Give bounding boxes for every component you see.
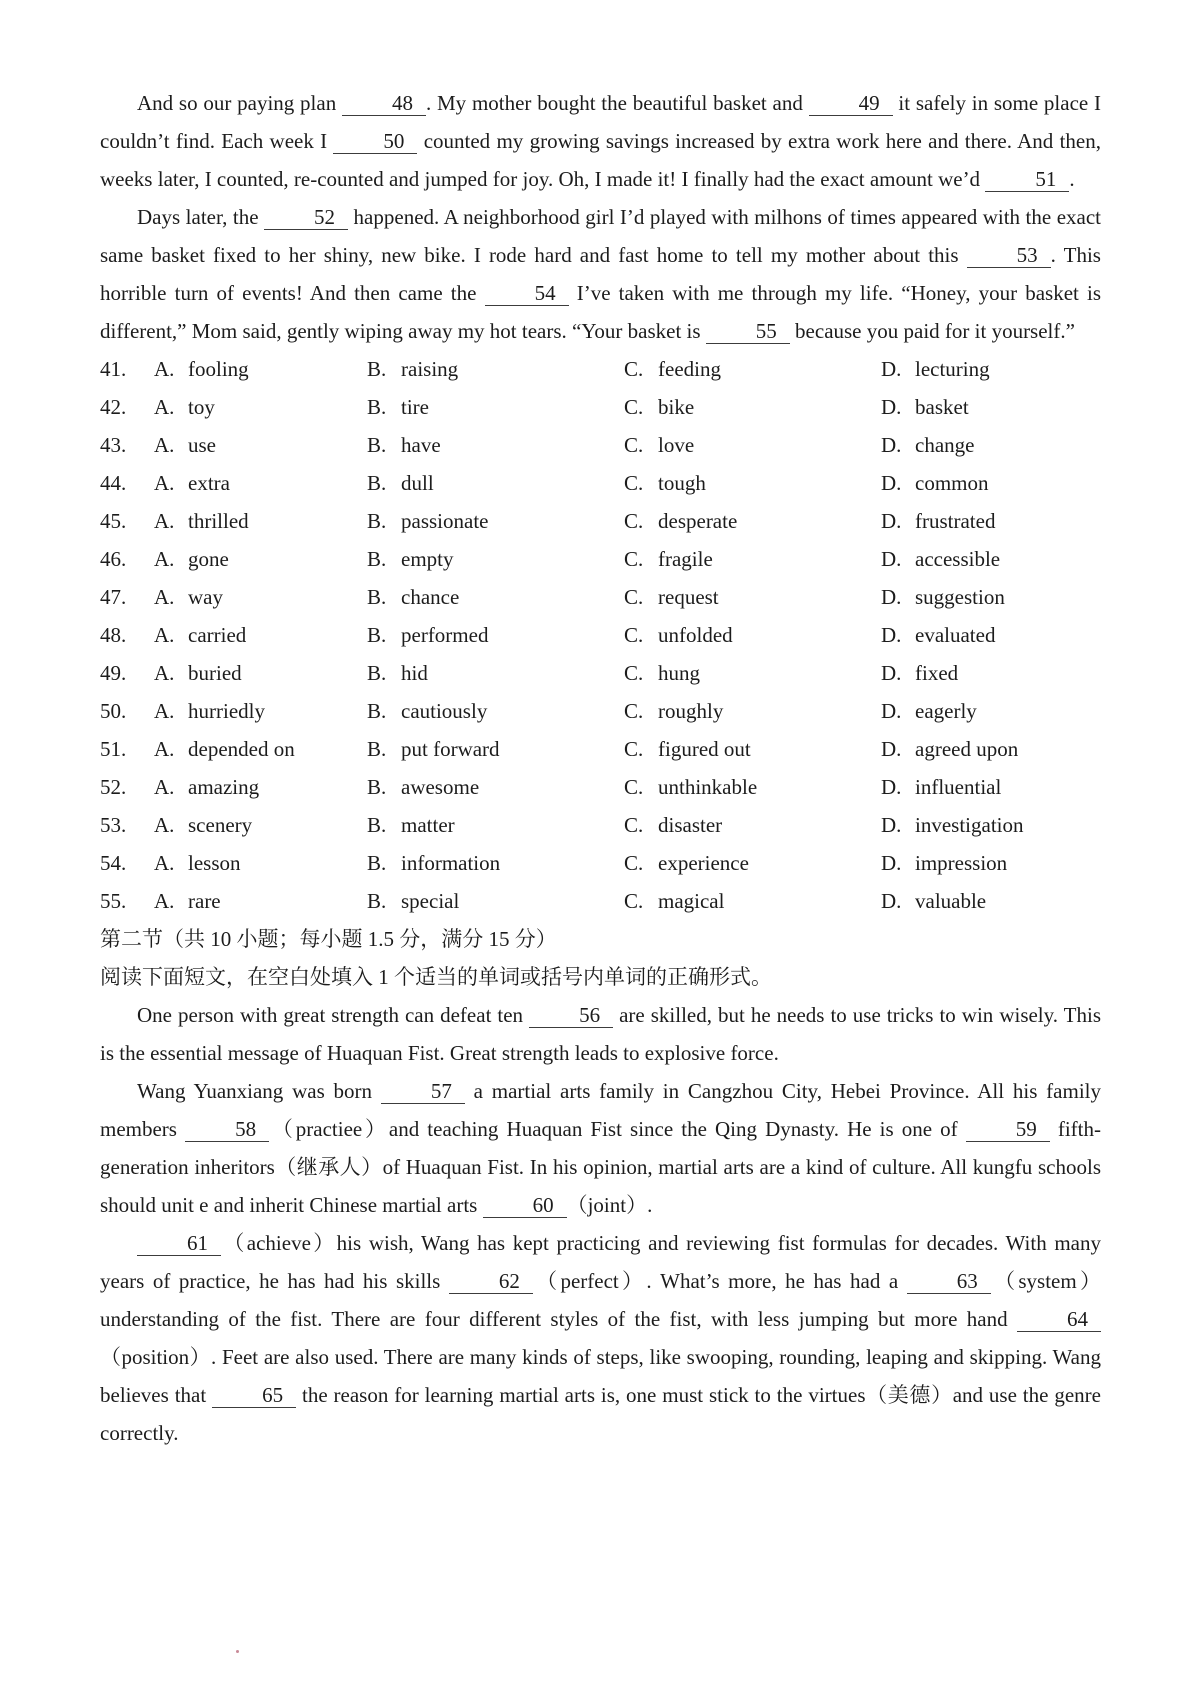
option-text: tire [401,395,429,419]
mcq-option-cell [100,730,367,768]
scan-artifact-dot [236,1650,239,1653]
option-text: fragile [658,547,713,571]
gapfill-passage [100,996,1101,1452]
answer-blank-53: 53 [967,244,1051,268]
option-label: C. [624,471,644,495]
option-text: lesson [188,851,241,875]
option-text: experience [658,851,749,875]
question-number: 46. [100,547,127,571]
option-text: passionate [401,509,489,533]
option-text: amazing [188,775,260,799]
answer-blank-64: 64 [1017,1308,1101,1332]
mcq-option-cell [624,464,881,502]
mcq-option-cell [367,616,624,654]
mcq-option-cell [624,502,881,540]
option-text: carried [188,623,247,647]
mcq-option-cell [881,730,1101,768]
mcq-question-row [100,464,1101,502]
mcq-option-cell [624,388,881,426]
section2-heading: 第二节（共 10 小题；每小题 1.5 分，满分 15 分） [100,927,557,951]
option-text: impression [915,851,1008,875]
passage-paragraph: And so our paying plan 48 . My mother bought the beautiful basket and 49 it safely in some place I couldn’t find. Each week I 50 counted my growing savings increased by extra work here and there. And then, weeks later, I counted, re-counted and jumped for joy. Oh, I made it! I finally had the exact amount we’d 51 . [100,91,1101,191]
mcq-question-row [100,768,1101,806]
option-label: C. [624,661,644,685]
option-label: B. [367,661,387,685]
option-label: C. [624,813,644,837]
answer-blank-56: 56 [529,1004,613,1028]
option-label: A. [154,889,175,913]
option-label: A. [154,509,175,533]
mcq-option-cell [367,540,624,578]
option-text: have [401,433,441,457]
mcq-option-cell [367,350,624,388]
option-label: A. [154,357,175,381]
option-label: D. [881,813,902,837]
option-text: bike [658,395,695,419]
option-text: buried [188,661,242,685]
option-label: A. [154,433,175,457]
question-number: 51. [100,737,127,761]
option-label: D. [881,623,902,647]
option-text: matter [401,813,455,837]
question-number: 42. [100,395,127,419]
option-label: B. [367,357,387,381]
mcq-question-row [100,692,1101,730]
option-label: D. [881,509,902,533]
question-number: 54. [100,851,127,875]
option-text: information [401,851,501,875]
option-text: lecturing [915,357,990,381]
option-text: dull [401,471,434,495]
option-label: D. [881,547,902,571]
mcq-option-cell [881,578,1101,616]
mcq-option-cell [100,350,367,388]
option-label: B. [367,851,387,875]
mcq-option-cell [100,844,367,882]
option-text: depended on [188,737,295,761]
option-label: D. [881,737,902,761]
option-text: change [915,433,975,457]
question-number: 50. [100,699,127,723]
mcq-option-cell [624,730,881,768]
option-text: valuable [915,889,987,913]
mcq-option-cell [367,464,624,502]
mcq-question-row [100,578,1101,616]
mcq-option-cell [100,502,367,540]
option-label: B. [367,623,387,647]
mcq-option-cell [367,882,624,920]
mcq-option-cell [881,350,1101,388]
option-text: thrilled [188,509,249,533]
option-text: use [188,433,216,457]
option-text: tough [658,471,706,495]
option-label: B. [367,699,387,723]
option-label: C. [624,395,644,419]
option-text: hung [658,661,700,685]
option-text: suggestion [915,585,1005,609]
option-text: common [915,471,989,495]
question-number: 55. [100,889,127,913]
mcq-option-cell [100,426,367,464]
answer-blank-57: 57 [381,1080,465,1104]
answer-blank-61: 61 [137,1232,221,1256]
option-text: rare [188,889,221,913]
cloze-passage [100,84,1101,350]
option-text: chance [401,585,460,609]
mcq-question-row [100,426,1101,464]
option-text: way [188,585,223,609]
mcq-option-cell [881,654,1101,692]
mcq-option-cell [367,502,624,540]
mcq-option-cell [881,464,1101,502]
option-label: B. [367,813,387,837]
question-number: 47. [100,585,127,609]
option-label: D. [881,851,902,875]
option-text: cautiously [401,699,488,723]
option-label: C. [624,699,644,723]
answer-blank-51: 51 [985,168,1069,192]
question-number: 43. [100,433,127,457]
option-text: feeding [658,357,721,381]
option-label: A. [154,661,175,685]
option-label: B. [367,585,387,609]
passage-paragraph: Days later, the 52 happened. A neighborhood girl I’d played with milhons of times appeared with the exact same basket fixed to her shiny, new bike. I rode hard and fast home to tell my mother about this 53 . This horrible turn of events! And then came the 54 I’ve taken with me through my life. “Honey, your basket is different,” Mom said, gently wiping away my hot tears. “Your basket is 55 because you paid for it yourself.” [100,205,1101,343]
mcq-option-cell [367,806,624,844]
question-number: 52. [100,775,127,799]
mcq-option-cell [100,388,367,426]
answer-blank-55: 55 [706,320,790,344]
mcq-question-row [100,806,1101,844]
option-label: C. [624,547,644,571]
option-label: A. [154,623,175,647]
option-label: D. [881,699,902,723]
mcq-option-cell [881,844,1101,882]
option-label: C. [624,433,644,457]
option-label: B. [367,433,387,457]
mcq-option-cell [881,426,1101,464]
answer-blank-48: 48 [342,92,426,116]
mcq-option-cell [367,730,624,768]
answer-blank-54: 54 [485,282,569,306]
answer-blank-59: 59 [966,1118,1050,1142]
mcq-option-cell [367,388,624,426]
option-label: B. [367,509,387,533]
mcq-option-cell [624,540,881,578]
option-text: eagerly [915,699,977,723]
mcq-question-row [100,502,1101,540]
option-label: C. [624,357,644,381]
option-text: performed [401,623,489,647]
answer-blank-65: 65 [212,1384,296,1408]
mcq-option-cell [100,692,367,730]
mcq-option-cell [367,768,624,806]
option-label: A. [154,395,175,419]
option-text: hid [401,661,428,685]
option-text: request [658,585,719,609]
option-label: B. [367,775,387,799]
mcq-options-block [100,350,1101,920]
option-label: D. [881,585,902,609]
option-text: figured out [658,737,751,761]
question-number: 53. [100,813,127,837]
option-text: special [401,889,460,913]
mcq-option-cell [367,844,624,882]
answer-blank-58: 58 [185,1118,269,1142]
option-label: C. [624,737,644,761]
option-label: B. [367,547,387,571]
question-number: 45. [100,509,127,533]
option-text: love [658,433,695,457]
mcq-option-cell [100,578,367,616]
mcq-option-cell [100,616,367,654]
option-text: fixed [915,661,959,685]
mcq-option-cell [100,882,367,920]
option-text: evaluated [915,623,996,647]
option-label: A. [154,813,175,837]
question-number: 41. [100,357,127,381]
mcq-question-row [100,882,1101,920]
mcq-option-cell [881,806,1101,844]
mcq-option-cell [624,578,881,616]
option-label: B. [367,737,387,761]
option-text: desperate [658,509,738,533]
mcq-option-cell [100,806,367,844]
mcq-option-cell [367,578,624,616]
option-text: scenery [188,813,253,837]
mcq-question-row [100,730,1101,768]
option-label: B. [367,395,387,419]
option-label: C. [624,623,644,647]
option-text: unthinkable [658,775,758,799]
option-label: A. [154,547,175,571]
option-label: D. [881,357,902,381]
mcq-question-row [100,616,1101,654]
mcq-option-cell [624,692,881,730]
mcq-option-cell [100,768,367,806]
option-text: basket [915,395,969,419]
option-label: B. [367,471,387,495]
option-text: gone [188,547,229,571]
answer-blank-50: 50 [333,130,417,154]
option-label: D. [881,889,902,913]
section2-instruction: 阅读下面短文，在空白处填入 1 个适当的单词或括号内单词的正确形式。 [100,965,772,989]
option-label: C. [624,585,644,609]
option-label: A. [154,471,175,495]
mcq-option-cell [881,616,1101,654]
option-label: D. [881,775,902,799]
option-label: C. [624,851,644,875]
question-number: 44. [100,471,127,495]
answer-blank-60: 60 [483,1194,567,1218]
option-text: accessible [915,547,1001,571]
mcq-option-cell [881,768,1101,806]
mcq-option-cell [624,806,881,844]
mcq-question-row [100,654,1101,692]
mcq-option-cell [881,692,1101,730]
mcq-question-row [100,540,1101,578]
option-label: D. [881,661,902,685]
mcq-option-cell [624,882,881,920]
option-text: magical [658,889,725,913]
option-label: C. [624,889,644,913]
mcq-option-cell [624,350,881,388]
option-label: D. [881,471,902,495]
option-text: raising [401,357,459,381]
mcq-option-cell [100,464,367,502]
mcq-option-cell [100,654,367,692]
option-label: D. [881,395,902,419]
option-label: D. [881,433,902,457]
mcq-question-row [100,388,1101,426]
option-label: C. [624,509,644,533]
mcq-option-cell [881,502,1101,540]
answer-blank-62: 62 [449,1270,533,1294]
option-text: influential [915,775,1002,799]
option-text: put forward [401,737,500,761]
option-text: hurriedly [188,699,265,723]
page-content [100,84,1101,1452]
answer-blank-49: 49 [809,92,893,116]
passage-paragraph: 61 （achieve）his wish, Wang has kept practicing and reviewing fist formulas for decades. With many years of practice, he has had his skills 62 （perfect）. What’s more, he has had a 63 （system）understanding of the fist. There are four different styles of the fist, with less jumping but more hand 64（position）. Feet are also used. There are many kinds of steps, like swooping, rounding, leaping and skipping. Wang believes that 65 the reason for learning martial arts is, one must stick to the virtues（美德）and use the genre correctly. [100,1231,1101,1445]
option-label: B. [367,889,387,913]
mcq-option-cell [367,654,624,692]
mcq-option-cell [881,540,1101,578]
mcq-option-cell [624,654,881,692]
mcq-question-row [100,844,1101,882]
passage-paragraph: One person with great strength can defeat ten 56 are skilled, but he needs to use tricks to win wisely. This is the essential message of Huaquan Fist. Great strength leads to explosive force. [100,1003,1101,1065]
question-number: 49. [100,661,127,685]
option-label: A. [154,699,175,723]
option-label: A. [154,737,175,761]
option-text: agreed upon [915,737,1019,761]
mcq-option-cell [624,768,881,806]
option-text: frustrated [915,509,996,533]
answer-blank-52: 52 [264,206,348,230]
mcq-option-cell [624,616,881,654]
passage-paragraph: Wang Yuanxiang was born 57 a martial arts family in Cangzhou City, Hebei Province. All his family members 58 （practiee）and teaching Huaquan Fist since the Qing Dynasty. He is one of 59 fifth-generation inheritors（继承人）of Huaquan Fist. In his opinion, martial arts are a kind of culture. All kungfu schools should unit e and inherit Chinese martial arts 60 （joint）. [100,1079,1102,1217]
mcq-option-cell [624,426,881,464]
option-label: A. [154,775,175,799]
mcq-option-cell [624,844,881,882]
mcq-option-cell [881,882,1101,920]
option-label: A. [154,585,175,609]
option-text: extra [188,471,230,495]
question-number: 48. [100,623,127,647]
option-text: unfolded [658,623,733,647]
option-text: roughly [658,699,724,723]
mcq-question-row [100,350,1101,388]
mcq-option-cell [100,540,367,578]
option-text: empty [401,547,454,571]
option-text: toy [188,395,215,419]
answer-blank-63: 63 [907,1270,991,1294]
option-text: investigation [915,813,1024,837]
option-text: disaster [658,813,723,837]
option-text: awesome [401,775,480,799]
option-text: fooling [188,357,249,381]
mcq-option-cell [367,692,624,730]
mcq-option-cell [367,426,624,464]
option-label: C. [624,775,644,799]
option-label: A. [154,851,175,875]
mcq-option-cell [881,388,1101,426]
